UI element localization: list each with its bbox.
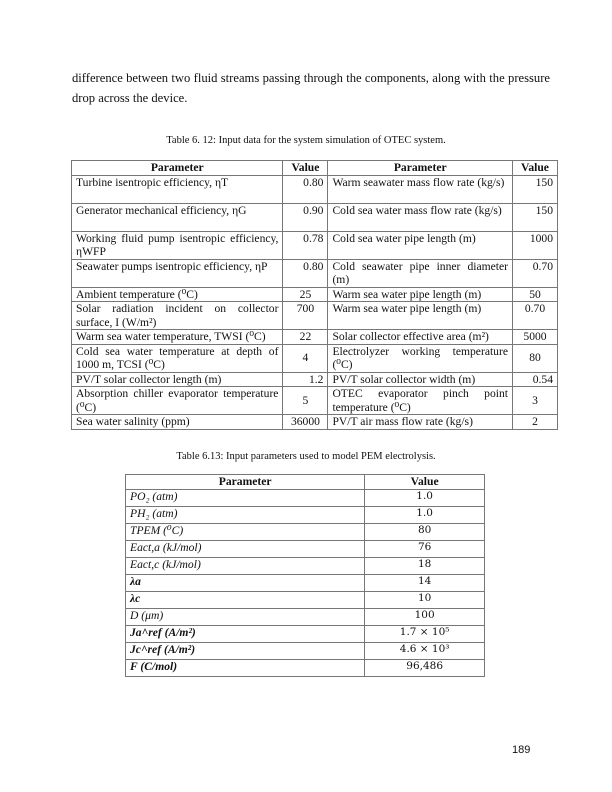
parameter-cell: Eact,c (kJ/mol)	[126, 557, 365, 574]
value-cell: 80	[365, 523, 485, 540]
value-cell: 1000	[513, 231, 558, 259]
table-row	[72, 372, 558, 387]
parameter-cell: PV/T solar collector width (m)	[328, 372, 513, 387]
header-parameter: Parameter	[328, 161, 513, 176]
table-header-row	[72, 161, 558, 176]
table-row	[126, 608, 485, 625]
value-cell: 0.90	[283, 203, 328, 231]
parameter-cell: λa	[126, 574, 365, 591]
value-cell: 1.7 × 10⁵	[365, 625, 485, 642]
parameter-cell: Warm sea water pipe length (m)	[328, 302, 513, 330]
parameter-cell: Turbine isentropic efficiency, ηT	[72, 175, 283, 203]
table-row	[126, 489, 485, 506]
parameter-cell: Solar collector effective area (m²)	[328, 330, 513, 345]
table-row	[72, 231, 558, 259]
parameter-cell: PH₂ (atm)	[126, 506, 365, 523]
table-row	[72, 415, 558, 430]
table-row	[126, 557, 485, 574]
value-cell: 2	[513, 415, 558, 430]
table-row	[126, 659, 485, 676]
table1-caption: Table 6. 12: Input data for the system simulation of OTEC system.	[166, 135, 446, 146]
parameter-cell: Cold sea water mass flow rate (kg/s)	[328, 203, 513, 231]
value-cell: 1.2	[283, 372, 328, 387]
value-cell: 0.78	[283, 231, 328, 259]
table-row	[126, 506, 485, 523]
parameter-cell: Ambient temperature (⁰C)	[72, 287, 283, 302]
table-row	[126, 574, 485, 591]
value-cell: 0.80	[283, 259, 328, 287]
page-number: 189	[512, 744, 531, 756]
header-value: Value	[513, 161, 558, 176]
parameter-cell: Cold sea water pipe length (m)	[328, 231, 513, 259]
value-cell: 100	[365, 608, 485, 625]
value-cell: 0.70	[513, 302, 558, 330]
value-cell: 10	[365, 591, 485, 608]
parameter-cell: Generator mechanical efficiency, ηG	[72, 203, 283, 231]
table2-caption: Table 6.13: Input parameters used to model PEM electrolysis.	[176, 451, 436, 462]
table-row	[126, 523, 485, 540]
table-row	[72, 344, 558, 372]
parameter-cell: PV/T solar collector length (m)	[72, 372, 283, 387]
parameter-cell: Warm sea water temperature, TWSI (⁰C)	[72, 330, 283, 345]
parameter-cell: Eact,a (kJ/mol)	[126, 540, 365, 557]
value-cell: 4.6 × 10³	[365, 642, 485, 659]
value-cell: 5000	[513, 330, 558, 345]
value-cell: 4	[283, 344, 328, 372]
parameter-cell: Warm seawater mass flow rate (kg/s)	[328, 175, 513, 203]
value-cell: 50	[513, 287, 558, 302]
table-row	[72, 387, 558, 415]
value-cell: 0.80	[283, 175, 328, 203]
parameter-cell: TPEM (⁰C)	[126, 523, 365, 540]
value-cell: 14	[365, 574, 485, 591]
table-header-row	[126, 475, 485, 490]
table-row	[72, 203, 558, 231]
table-row	[72, 302, 558, 330]
parameter-cell: F (C/mol)	[126, 659, 365, 676]
parameter-cell: Ja^ref (A/m²)	[126, 625, 365, 642]
table-row	[126, 591, 485, 608]
parameter-cell: Solar radiation incident on collector surface, I (W/m²)	[72, 302, 283, 330]
parameter-cell: Sea water salinity (ppm)	[72, 415, 283, 430]
value-cell: 3	[513, 387, 558, 415]
table-row	[126, 625, 485, 642]
parameter-cell: λc	[126, 591, 365, 608]
value-cell: 22	[283, 330, 328, 345]
parameter-cell: PV/T air mass flow rate (kg/s)	[328, 415, 513, 430]
parameter-cell: Cold seawater pipe inner diameter (m)	[328, 259, 513, 287]
value-cell: 700	[283, 302, 328, 330]
parameter-cell: Jc^ref (A/m²)	[126, 642, 365, 659]
table-row	[126, 642, 485, 659]
value-cell: 80	[513, 344, 558, 372]
parameter-cell: Working fluid pump isentropic efficiency, ηWFP	[72, 231, 283, 259]
value-cell: 150	[513, 203, 558, 231]
table-row	[72, 287, 558, 302]
body-paragraph: difference between two fluid streams passing through the components, along with the pressure drop across the device.	[72, 71, 550, 105]
header-value: Value	[283, 161, 328, 176]
parameter-cell: PO₂ (atm)	[126, 489, 365, 506]
table-row	[72, 259, 558, 287]
parameter-cell: OTEC evaporator pinch point temperature (⁰C)	[328, 387, 513, 415]
pem-parameters-table	[125, 474, 485, 677]
value-cell: 1.0	[365, 489, 485, 506]
value-cell: 18	[365, 557, 485, 574]
value-cell: 25	[283, 287, 328, 302]
parameter-cell: Absorption chiller evaporator temperature (⁰C)	[72, 387, 283, 415]
parameter-cell: Cold sea water temperature at depth of 1000 m, TCSI (⁰C)	[72, 344, 283, 372]
otec-input-table	[71, 160, 558, 430]
value-cell: 96,486	[365, 659, 485, 676]
value-cell: 1.0	[365, 506, 485, 523]
parameter-cell: Warm sea water pipe length (m)	[328, 287, 513, 302]
table-row	[72, 175, 558, 203]
parameter-cell: D (μm)	[126, 608, 365, 625]
value-cell: 5	[283, 387, 328, 415]
parameter-cell: Seawater pumps isentropic efficiency, ηP	[72, 259, 283, 287]
table-row	[126, 540, 485, 557]
value-cell: 76	[365, 540, 485, 557]
value-cell: 0.54	[513, 372, 558, 387]
parameter-cell: Electrolyzer working temperature (⁰C)	[328, 344, 513, 372]
header-value: Value	[365, 475, 485, 490]
table-row	[72, 330, 558, 345]
value-cell: 150	[513, 175, 558, 203]
value-cell: 36000	[283, 415, 328, 430]
header-parameter: Parameter	[72, 161, 283, 176]
header-parameter: Parameter	[126, 475, 365, 490]
value-cell: 0.70	[513, 259, 558, 287]
